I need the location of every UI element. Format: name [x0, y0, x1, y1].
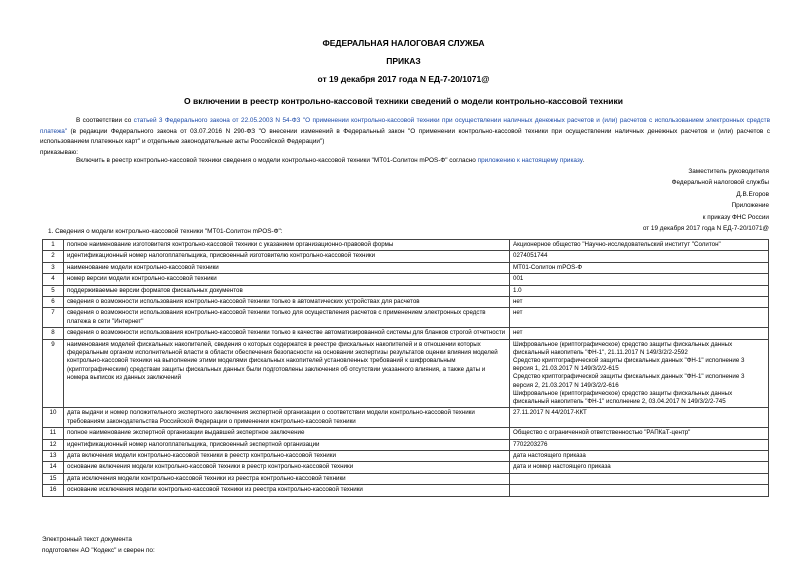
- row-number: 3: [43, 262, 64, 273]
- row-number: 13: [43, 450, 64, 461]
- row-value: дата настоящего приказа: [510, 450, 769, 461]
- table-row: [43, 308, 769, 328]
- row-value-item: Средство криптографической защиты фискальных данных "ФН-1" исполнение 3 версия 2, 21.03.2017 N 149/3/2/2-616: [513, 373, 745, 389]
- row-value: дата и номер настоящего приказа: [510, 462, 769, 473]
- table-row: [43, 328, 769, 339]
- row-value: МТ01-Солитон mPOS-Ф: [510, 262, 769, 273]
- row-value-item: Шифровальное (криптографическое) средство защиты фискальных данных фискальный накопитель "ФН-1" исполнение 2, 03.04.2017 N 149/3/2/2-745: [513, 389, 733, 406]
- signature-agency: Федеральной налоговой службы: [671, 179, 769, 187]
- doc-date-number: от 19 декабря 2017 года N ЕД-7-20/1071@: [317, 74, 490, 84]
- table-row: [43, 262, 769, 273]
- row-value: [510, 339, 769, 408]
- intro-paragraph-1: [40, 116, 770, 158]
- row-number: 7: [43, 308, 64, 328]
- table-row: [43, 473, 769, 484]
- row-value: Общество с ограниченной ответственностью "РАПКаТ-центр": [510, 428, 769, 439]
- row-label: полное наименование изготовителя контрольно-кассовой техники с указанием организационно-правовой формы: [64, 240, 510, 251]
- row-value: [510, 485, 769, 496]
- table-row: [43, 285, 769, 296]
- intro-text: В соответствии со: [76, 117, 134, 124]
- row-number: 2: [43, 251, 64, 262]
- row-label: поддерживаемые версии форматов фискальных документов: [64, 285, 510, 296]
- table-row: [43, 408, 769, 428]
- row-number: 10: [43, 408, 64, 428]
- row-number: 16: [43, 485, 64, 496]
- row-label: сведения о возможности использования контрольно-кассовой техники только в качестве автоматизированной системы для бланков строгой отчетности: [64, 328, 510, 339]
- row-value: 001: [510, 274, 769, 285]
- row-label: дата выдачи и номер положительного экспертного заключения экспертной организации о соответствии модели контрольно-кассовой техники требованиям законодательства Российской Федерации о применении контрольно-кассовой техники: [64, 408, 510, 428]
- row-value: нет: [510, 308, 769, 328]
- table-row: [43, 485, 769, 496]
- appendix-ref: к приказу ФНС России: [702, 213, 769, 221]
- row-number: 8: [43, 328, 64, 339]
- include-text-end: .: [582, 157, 585, 164]
- row-value: 0274051744: [510, 251, 769, 262]
- row-value: 7702203276: [510, 439, 769, 450]
- row-number: 6: [43, 297, 64, 308]
- row-value-item: Шифровальное (криптографическое) средство защиты фискальных данных фискальный накопитель "ФН-1", 21.11.2017 N 149/3/2/2-2592: [513, 340, 733, 356]
- row-number: 12: [43, 439, 64, 450]
- appendix-date: от 19 декабря 2017 года N ЕД-7-20/1071@: [642, 225, 769, 233]
- row-label: полное наименование экспертной организации выдавшей экспертное заключение: [64, 428, 510, 439]
- row-label: основание исключения модели контрольно-кассовой техники из реестра контрольно-кассовой техники: [64, 485, 510, 496]
- appendix-link[interactable]: приложению к настоящему приказу: [477, 157, 583, 164]
- table-row: [43, 339, 769, 408]
- row-number: 9: [43, 339, 64, 408]
- row-value-item: Средство криптографической защиты фискальных данных "ФН-1" исполнение 3 версия 1, 21.03.2017 N 149/3/2/2-615: [513, 357, 745, 373]
- row-value: нет: [510, 297, 769, 308]
- row-label: дата включения модели контрольно-кассовой техники в реестр контрольно-кассовой техники: [64, 450, 510, 461]
- row-label: дата исключения модели контрольно-кассовой техники из реестра контрольно-кассовой техники: [64, 473, 510, 484]
- table-row: [43, 240, 769, 251]
- intro-text-2: (в редакции Федерального закона от 03.07.2016 N 290-ФЗ "О внесении изменений в Федеральный закон "О применении контрольно-кассовой техники при осуществлении наличных денежных расчетов и (или) расчетов с использованием платежных карт" и отдельные законодательные акты Российской Федерации"): [40, 127, 770, 146]
- footer-note: [42, 534, 155, 556]
- order-phrase: приказываю:: [40, 148, 78, 156]
- row-label: номер версии модели контрольно-кассовой техники: [64, 274, 510, 285]
- row-label: сведения о возможности использования контрольно-кассовой техники только в автоматических устройствах для расчетов: [64, 297, 510, 308]
- table-row: [43, 251, 769, 262]
- table-row: [43, 462, 769, 473]
- row-number: 15: [43, 473, 64, 484]
- row-value: 27.11.2017 N 44/2017-ККТ: [510, 408, 769, 428]
- table-row: [43, 439, 769, 450]
- intro-paragraph-2: [40, 156, 770, 167]
- row-number: 5: [43, 285, 64, 296]
- law-link[interactable]: статьей 3 Федерального закона от 22.05.2003 N 54-ФЗ "О применении контрольно-кассовой техники при осуществлении наличных денежных расчетов и (или) расчетов с использованием электронных средств платежа": [40, 117, 770, 135]
- doc-title: О включении в реестр контрольно-кассовой техники сведений о модели контрольно-кассовой техники: [184, 96, 623, 106]
- row-number: 4: [43, 274, 64, 285]
- row-number: 11: [43, 428, 64, 439]
- row-number: 14: [43, 462, 64, 473]
- table-row: [43, 428, 769, 439]
- doc-type: ПРИКАЗ: [386, 56, 421, 66]
- model-info-table: [42, 239, 769, 497]
- appendix-label: Приложение: [731, 202, 769, 210]
- row-value: нет: [510, 328, 769, 339]
- signature-block: [643, 166, 769, 234]
- table-row: [43, 297, 769, 308]
- table-row: [43, 274, 769, 285]
- table-caption: 1. Сведения о модели контрольно-кассовой техники "МТ01-Солитон mPOS-Ф":: [48, 228, 283, 235]
- signature-name: Д.В.Егоров: [736, 190, 769, 198]
- include-text: Включить в реестр контрольно-кассовой техники сведения о модели контрольно-кассовой техники "МТ01-Солитон mPOS-Ф" согласно: [76, 157, 478, 164]
- footer-line-1: Электронный текст документа: [42, 536, 132, 543]
- row-number: 1: [43, 240, 64, 251]
- row-value: 1.0: [510, 285, 769, 296]
- row-label: идентификационный номер налогоплательщика, присвоенный изготовителю контрольно-кассовой техники: [64, 251, 510, 262]
- row-label: сведения о возможности использования контрольно-кассовой техники только для осуществления расчетов с применением электронных средств платежа в сети "Интернет": [64, 308, 510, 328]
- row-label: наименования моделей фискальных накопителей, сведения о которых содержатся в реестре фискальных накопителей и в отношении которых федеральным органом исполнительной власти в области обеспечения безопасности на основании экспертизы результатов оценки влияния моделей контрольно-кассовой техники на выполнение этими моделями фискальных накопителей установленных требований к шифровальным (криптографическим) средствам защиты фискальных данных были подготовлены заключения об отсутствии указанного влияния, а также даты и номера выписок из данных заключений: [64, 339, 510, 408]
- row-label: основание включения модели контрольно-кассовой техники в реестр контрольно-кассовой техники: [64, 462, 510, 473]
- row-label: идентификационный номер налогоплательщика, присвоенный экспертной организации: [64, 439, 510, 450]
- footer-line-2: подготовлен АО "Кодекс" и сверен по:: [42, 547, 155, 554]
- agency-name: ФЕДЕРАЛЬНАЯ НАЛОГОВАЯ СЛУЖБА: [322, 38, 485, 48]
- table-row: [43, 450, 769, 461]
- row-value: [510, 473, 769, 484]
- row-label: наименование модели контрольно-кассовой техники: [64, 262, 510, 273]
- row-value: Акционерное общество "Научно-исследовательский институт "Солитон": [510, 240, 769, 251]
- signature-position: Заместитель руководителя: [688, 168, 769, 175]
